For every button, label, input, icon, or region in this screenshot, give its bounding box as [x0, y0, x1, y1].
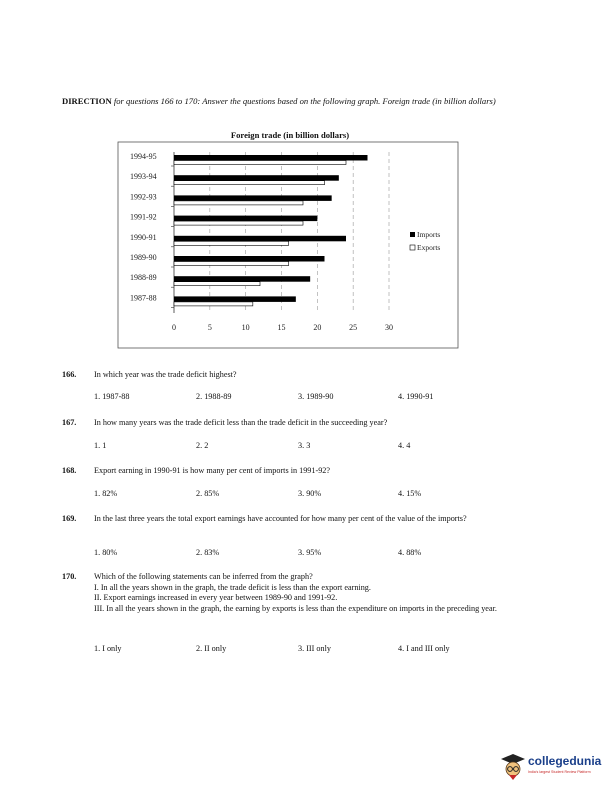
x-tick-label: 0 — [172, 323, 176, 332]
question-text: Export earning in 1990-91 is how many per cent of imports in 1991-92? — [94, 466, 331, 475]
y-tick-label: 1989-90 — [130, 253, 157, 262]
question-number: 169. — [62, 514, 77, 523]
option-1[interactable]: 1. 1 — [94, 441, 107, 450]
x-tick-label: 20 — [313, 323, 322, 332]
bar-imports — [174, 236, 346, 242]
y-tick-label: 1991-92 — [130, 212, 157, 222]
legend-label-exports: Exports — [417, 243, 441, 252]
x-tick-label: 10 — [241, 323, 250, 332]
logo-tagline: India's largest Student Review Platform — [528, 770, 591, 774]
bar-imports — [174, 195, 332, 201]
option-1[interactable]: 1. 1987-88 — [94, 392, 130, 401]
y-tick-label: 1990-91 — [130, 232, 157, 242]
bar-exports — [174, 201, 303, 205]
question-text: In which year was the trade deficit highest? — [94, 370, 237, 379]
question-number: 170. — [62, 572, 77, 581]
option-3[interactable]: 3. 1989-90 — [298, 392, 334, 401]
option-3[interactable]: 3. 3 — [298, 441, 311, 450]
direction-body: for questions 166 to 170: Answer the questions based on the following graph. Foreign trade (in billion dollars) — [113, 96, 496, 106]
option-3[interactable]: 3. 95% — [298, 548, 322, 557]
option-4[interactable]: 4. 4 — [398, 441, 411, 450]
x-tick-label: 5 — [207, 323, 212, 332]
option-1[interactable]: 1. 82% — [94, 489, 118, 498]
bar-imports — [174, 175, 339, 181]
option-2[interactable]: 2. II only — [196, 644, 227, 653]
y-tick-label: 1987-88 — [130, 293, 157, 303]
question-text-block — [94, 572, 534, 614]
bar-exports — [174, 241, 289, 245]
y-tick-label: 1993-94 — [130, 172, 157, 182]
bar-exports — [174, 302, 253, 306]
chart-title: Foreign trade (in billion dollars) — [230, 130, 350, 140]
option-3[interactable]: 3. 90% — [298, 489, 322, 498]
direction-label: DIRECTION — [62, 96, 112, 106]
option-1[interactable]: 1. 80% — [94, 548, 118, 557]
student-mascot-icon — [500, 752, 526, 782]
bar-imports — [174, 296, 296, 302]
bar-imports — [174, 216, 317, 222]
option-2[interactable]: 2. 1988-89 — [196, 392, 232, 401]
x-tick-label: 15 — [277, 323, 286, 332]
question-number: 168. — [62, 466, 77, 475]
question-text: In how many years was the trade deficit less than the trade deficit in the succeeding year? — [94, 418, 388, 427]
option-2[interactable]: 2. 2 — [196, 441, 209, 450]
question-text: Which of the following statements can be inferred from the graph? — [94, 572, 313, 581]
legend-label-imports: Imports — [417, 230, 441, 239]
y-tick-label: 1994-95 — [130, 152, 157, 161]
option-4[interactable]: 4. 88% — [398, 548, 422, 557]
foreign-trade-chart — [0, 0, 612, 360]
bar-imports — [174, 155, 368, 161]
option-4[interactable]: 4. 1990-91 — [398, 392, 434, 401]
statement-ii: II. Export earnings increased in every year between 1989-90 and 1991-92. — [94, 593, 338, 602]
legend-swatch-imports — [410, 232, 415, 237]
option-2[interactable]: 2. 85% — [196, 489, 220, 498]
option-2[interactable]: 2. 83% — [196, 548, 220, 557]
x-tick-label: 30 — [385, 323, 393, 332]
x-tick-label: 25 — [349, 323, 358, 332]
bar-imports — [174, 256, 325, 262]
bar-exports — [174, 282, 260, 286]
bar-exports — [174, 221, 303, 225]
question-number: 167. — [62, 418, 77, 427]
option-3[interactable]: 3. III only — [298, 644, 331, 653]
bar-exports — [174, 161, 346, 165]
option-4[interactable]: 4. I and III only — [398, 644, 450, 653]
y-tick-label: 1988-89 — [130, 273, 157, 283]
statement-i: I. In all the years shown in the graph, the trade deficit is less than the export earning. — [94, 582, 371, 592]
option-1[interactable]: 1. I only — [94, 644, 122, 653]
bar-imports — [174, 276, 310, 282]
logo-name: collegedunia — [528, 754, 602, 768]
question-text: In the last three years the total export earnings have accounted for how many per cent of the value of the imports? — [94, 514, 467, 523]
bar-exports — [174, 262, 289, 266]
collegedunia-logo — [500, 752, 612, 786]
option-4[interactable]: 4. 15% — [398, 489, 422, 498]
y-tick-label: 1992-93 — [130, 192, 157, 202]
legend-swatch-exports — [410, 245, 415, 250]
statement-iii: III. In all the years shown in the graph, the earning by exports is less than the expenditure on imports in the preceding year. — [94, 603, 497, 613]
bar-exports — [174, 181, 325, 185]
question-number: 166. — [62, 370, 77, 379]
